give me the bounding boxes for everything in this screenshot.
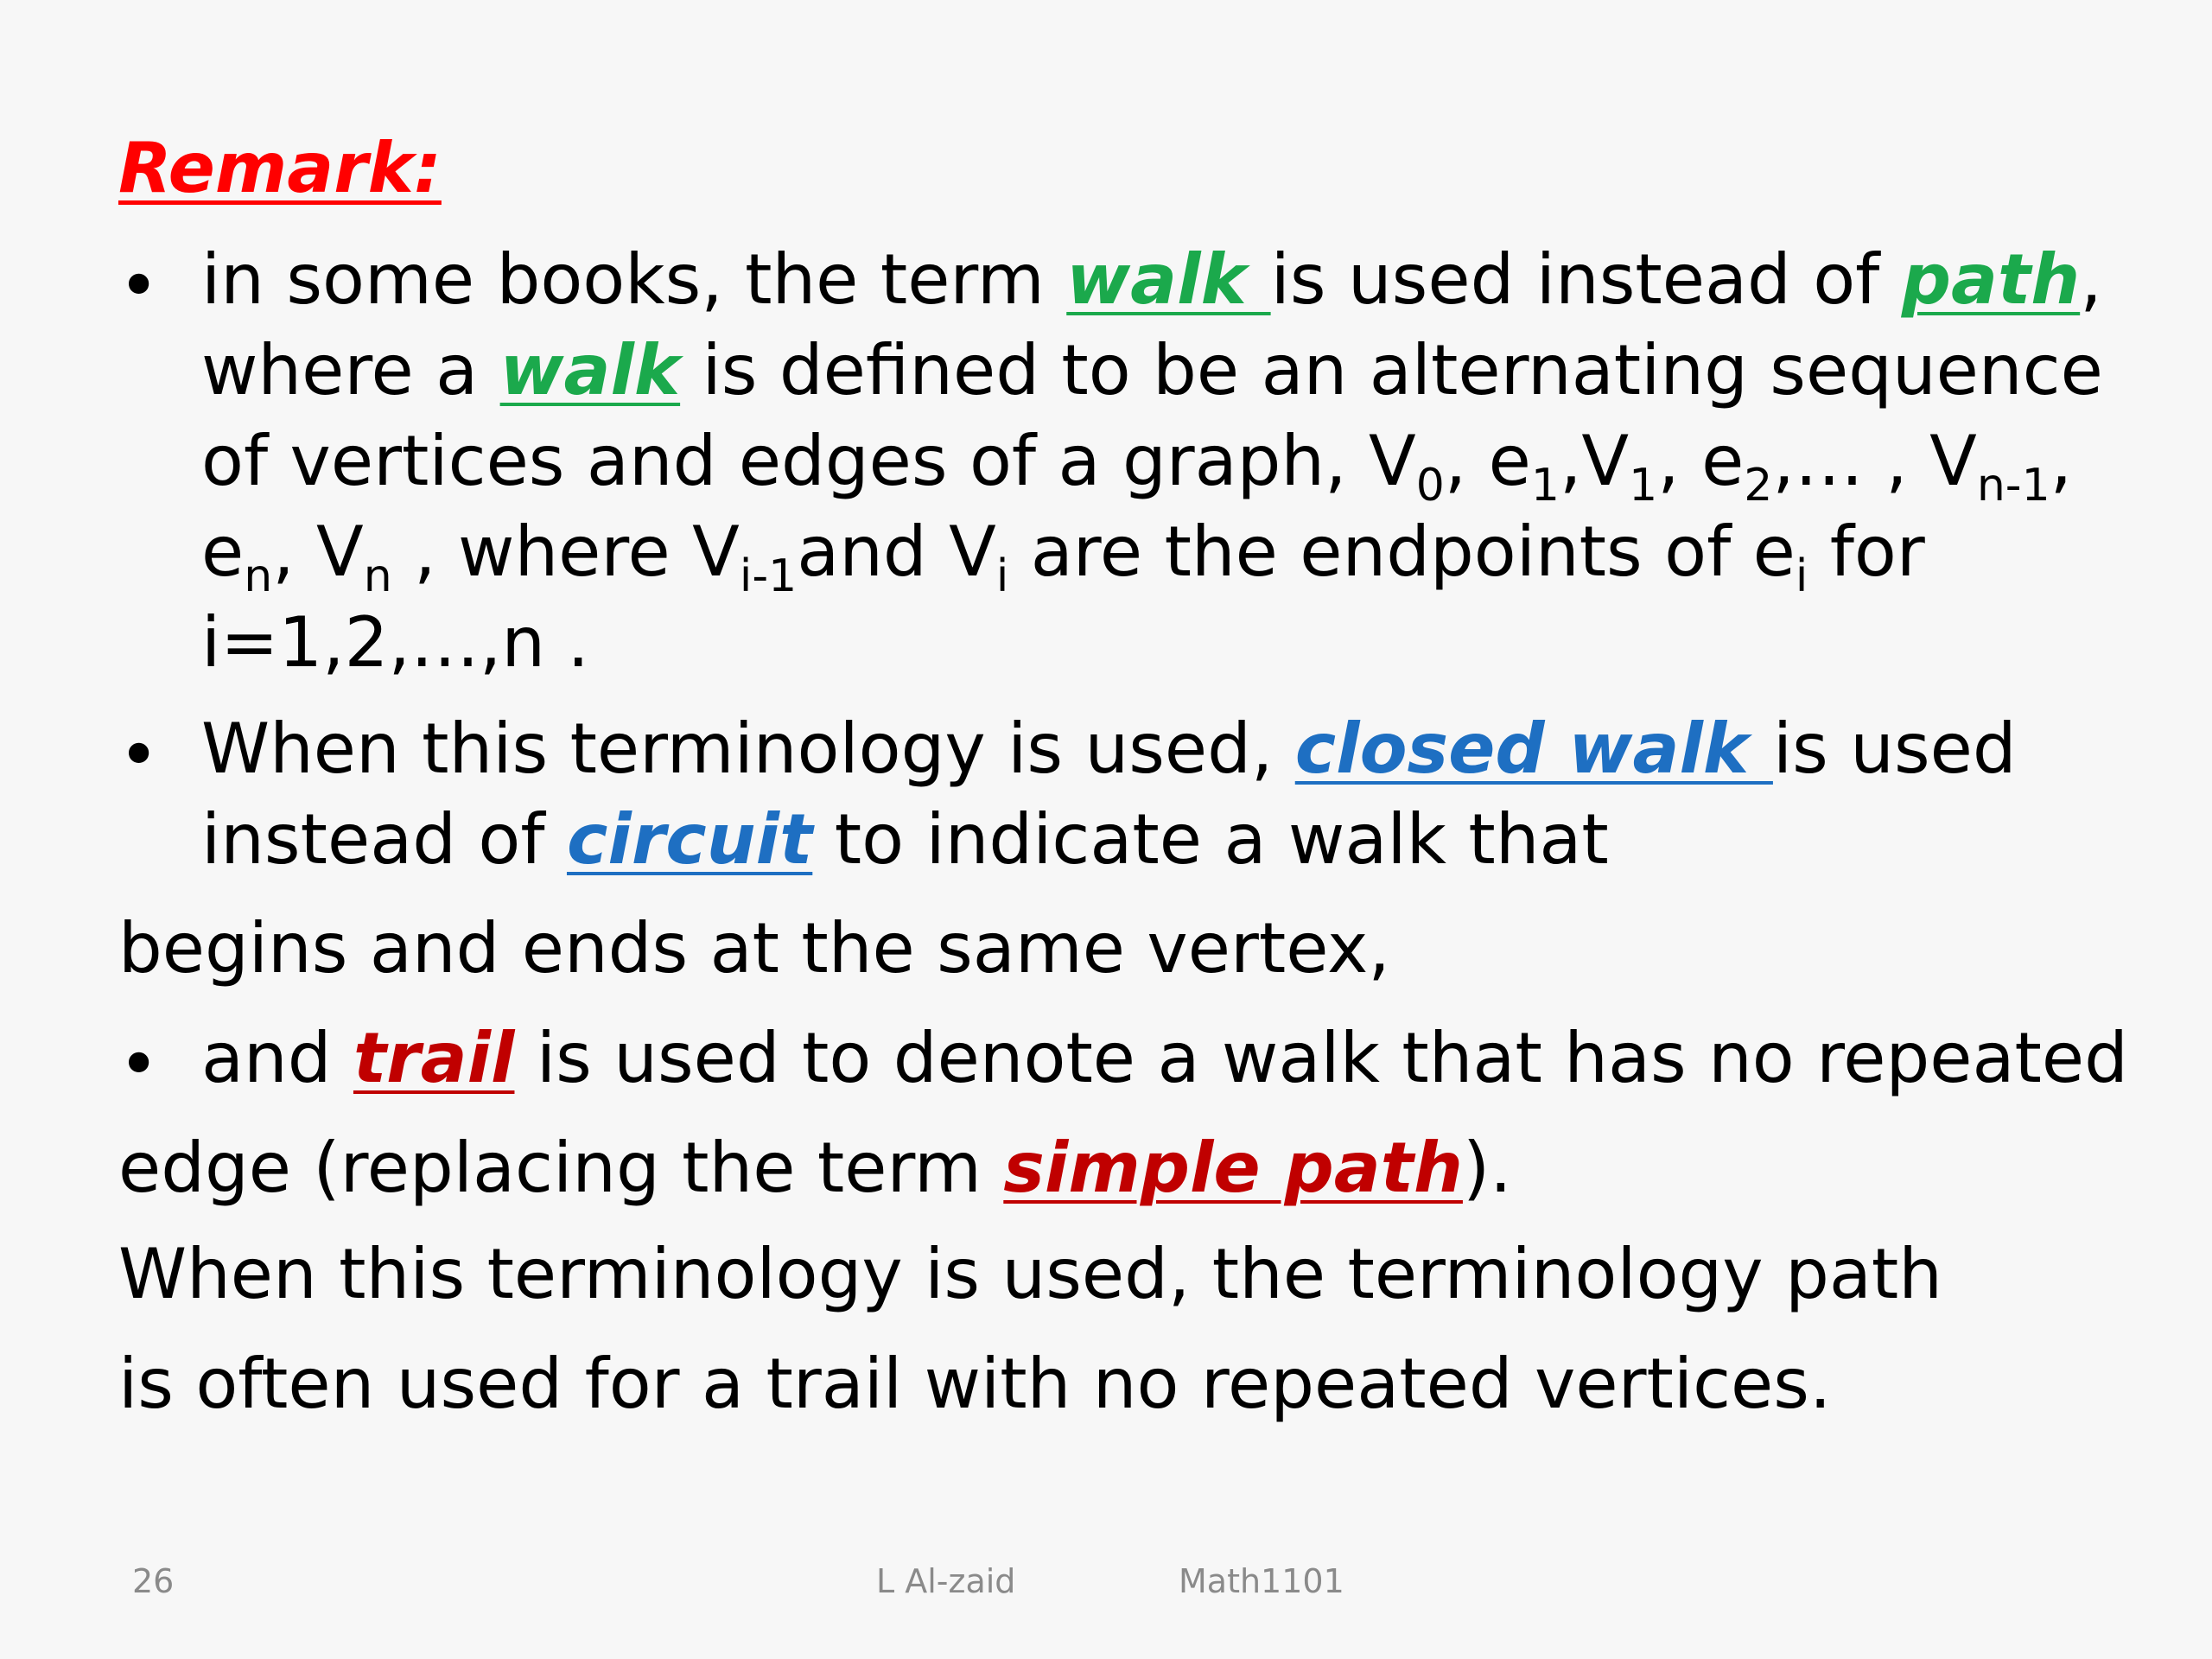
paragraph-terminology-path: When this terminology is used, the terminology path bbox=[118, 1234, 1942, 1314]
text: ). bbox=[1462, 1128, 1512, 1208]
text: edge (replacing the term bbox=[118, 1128, 1004, 1208]
paragraph-trail-no-repeated: is often used for a trail with no repeated vertices. bbox=[118, 1344, 1832, 1424]
bullet-1-line-1 bbox=[201, 239, 2102, 320]
text: in some books, the term bbox=[201, 239, 1067, 320]
text: , where V bbox=[391, 512, 740, 592]
term-path: path bbox=[1901, 239, 2081, 320]
subscript: n bbox=[244, 550, 273, 602]
bullet-1-line-4 bbox=[201, 512, 1925, 602]
bullet-1-line-5: i=1,2,…,n . bbox=[201, 602, 589, 683]
text: , bbox=[2080, 239, 2102, 320]
subscript: 1 bbox=[1629, 460, 1658, 512]
paragraph-edge bbox=[118, 1128, 1512, 1208]
text: for bbox=[1808, 512, 1925, 592]
text: , e bbox=[1444, 421, 1531, 501]
text: is defined to be an alternating sequence bbox=[680, 330, 2103, 410]
subscript: 1 bbox=[1530, 460, 1560, 512]
subscript: n-1 bbox=[1976, 460, 2050, 512]
bullet-1-glyph: • bbox=[118, 245, 160, 326]
text: to indicate a walk that bbox=[812, 799, 1609, 880]
bullet-1-line-2 bbox=[201, 330, 2103, 410]
bullet-3-glyph: • bbox=[118, 1024, 160, 1104]
subscript: 2 bbox=[1744, 460, 1773, 512]
subscript: n bbox=[363, 550, 392, 602]
text: is used bbox=[1772, 709, 2017, 789]
subscript: i-1 bbox=[739, 550, 798, 602]
text: instead of bbox=[201, 799, 567, 880]
bullet-2-line-1 bbox=[201, 709, 2017, 789]
text: of vertices and edges of a graph, V bbox=[201, 421, 1416, 501]
subscript: i bbox=[995, 550, 1009, 602]
term-simple-path: simple path bbox=[1003, 1128, 1463, 1208]
text: e bbox=[201, 512, 245, 592]
subscript: 0 bbox=[1415, 460, 1445, 512]
footer-page-number: 26 bbox=[132, 1562, 175, 1600]
term-walk-2: walk bbox=[499, 330, 681, 410]
text: , e bbox=[1657, 421, 1745, 501]
text: ,… , V bbox=[1772, 421, 1977, 501]
term-closed-walk: closed walk bbox=[1294, 709, 1773, 789]
text: When this terminology is used, bbox=[201, 709, 1295, 789]
term-circuit: circuit bbox=[566, 799, 813, 880]
remark-heading: Remark: bbox=[118, 128, 442, 208]
text: where a bbox=[201, 330, 500, 410]
bullet-1-line-3 bbox=[201, 421, 2073, 512]
paragraph-begins-ends: begins and ends at the same vertex, bbox=[118, 908, 1390, 988]
bullet-2-glyph: • bbox=[118, 715, 160, 795]
text: , V bbox=[272, 512, 364, 592]
footer-course: Math1101 bbox=[1179, 1562, 1344, 1600]
text: and V bbox=[797, 512, 996, 592]
term-trail: trail bbox=[353, 1018, 515, 1098]
text: is used instead of bbox=[1270, 239, 1902, 320]
subscript: i bbox=[1795, 550, 1808, 602]
footer-author: L Al-zaid bbox=[876, 1562, 1016, 1600]
text: is used to denote a walk that has no repeated bbox=[514, 1018, 2128, 1098]
term-walk: walk bbox=[1066, 239, 1271, 320]
text: ,V bbox=[1559, 421, 1630, 501]
text: are the endpoints of e bbox=[1008, 512, 1796, 592]
bullet-2-line-2 bbox=[201, 799, 1609, 880]
bullet-3-line-1 bbox=[201, 1018, 2128, 1098]
text: and bbox=[201, 1018, 353, 1098]
text: , bbox=[2050, 421, 2073, 501]
